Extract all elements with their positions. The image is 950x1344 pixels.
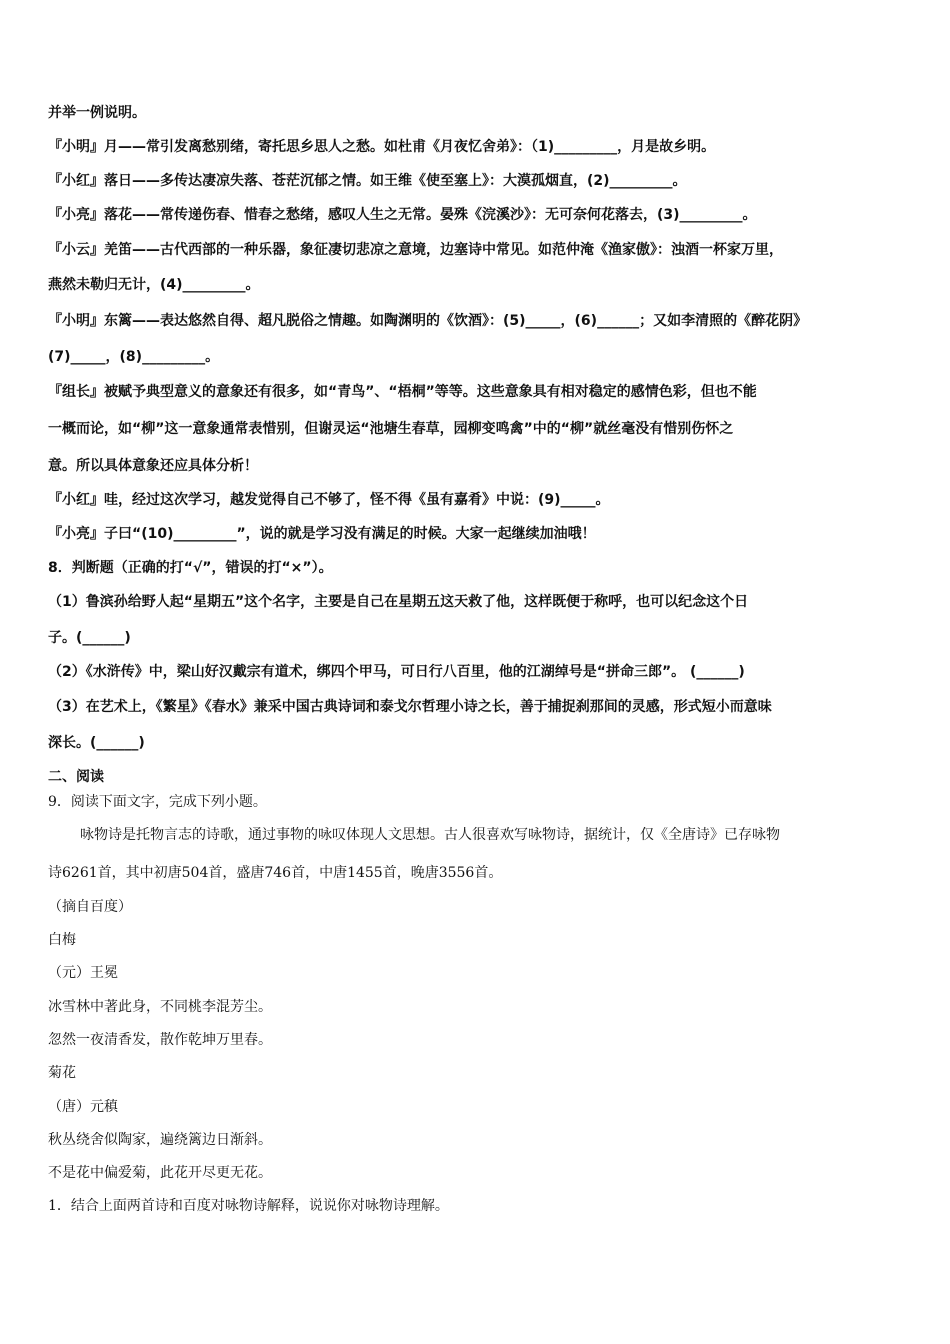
text-line: 燕然未勒归无计，(4)_________。 [48, 277, 260, 293]
poem-author: （唐）元稹 [48, 1099, 118, 1115]
text-line: 『小红』落日——多传达凄凉失落、苍茫沉郁之情。如王维《使至塞上》：大漠孤烟直，(2)_________。 [48, 173, 687, 189]
text-line: 意。所以具体意象还应具体分析！ [48, 458, 258, 474]
text-line: 『小亮』落花——常传递伤春、惜春之愁绪，感叹人生之无常。晏殊《浣溪沙》：无可奈何花落去，(3)_________。 [48, 207, 757, 223]
text-line: 『小明』月——常引发离愁别绪，寄托思乡思人之愁。如杜甫《月夜忆舍弟》：（1)_________，月是故乡明。 [48, 139, 716, 155]
text-line: 『小亮』子曰“(10)_________”，说的就是学习没有满足的时候。大家一起继续加油哦！ [48, 526, 596, 542]
poem-line: 不是花中偏爱菊，此花开尽更无花。 [48, 1165, 272, 1181]
poem-title: 白梅 [48, 932, 76, 948]
source-note: （摘自百度） [48, 899, 132, 915]
text-line: 深长。(______) [48, 735, 145, 751]
text-line: 一概而论，如“柳”这一意象通常表惜别，但谢灵运“池塘生春草，园柳变鸣禽”中的“柳”就丝毫没有惜别伤怀之 [48, 421, 734, 437]
poem-author: （元）王冕 [48, 965, 118, 981]
section-heading: 二、阅读 [48, 769, 104, 785]
text-line: 『小云』羌笛——古代西部的一种乐器，象征凄切悲凉之意境，边塞诗中常见。如范仲淹《渔家傲》：浊酒一杯家万里， [48, 242, 783, 258]
text-line: 『小红』哇，经过这次学习，越发觉得自己不够了，怪不得《虽有嘉肴》中说：(9)_____。 [48, 492, 610, 508]
text-line: （3）在艺术上，《繁星》《春水》兼采中国古典诗词和泰戈尔哲理小诗之长，善于捕捉刹那间的灵感，形式短小而意味 [48, 699, 772, 715]
poem-line: 秋丛绕舍似陶家，遍绕篱边日渐斜。 [48, 1132, 272, 1148]
text-line: 『组长』被赋予典型意义的意象还有很多，如“青鸟”、“梧桐”等等。这些意象具有相对稳定的感情色彩，但也不能 [48, 384, 757, 400]
poem-line: 冰雪林中著此身，不同桃李混芳尘。 [48, 999, 272, 1015]
text-line: （2）《水浒传》中，梁山好汉戴宗有道术，绑四个甲马，可日行八百里，他的江湖绰号是“拼命三郎”。 (______) [48, 664, 745, 680]
text-line: (7)_____，(8)_________。 [48, 349, 220, 365]
sub-question-1: 1．结合上面两首诗和百度对咏物诗解释，说说你对咏物诗理解。 [48, 1198, 449, 1214]
question-9: 9．阅读下面文字，完成下列小题。 [48, 794, 267, 810]
text-line: 『小明』东篱——表达悠然自得、超凡脱俗之情趣。如陶渊明的《饮酒》：(5)_____，(6)______；又如李清照的《醉花阴》 [48, 313, 808, 329]
text-line: （1）鲁滨孙给野人起“星期五”这个名字，主要是自己在星期五这天救了他，这样既便于称呼，也可以纪念这个日 [48, 594, 749, 610]
paragraph-line: 咏物诗是托物言志的诗歌，通过事物的咏叹体现人文思想。古人很喜欢写咏物诗，据统计，仅《全唐诗》已存咏物 [80, 827, 780, 843]
text-line: 子。(______) [48, 630, 131, 646]
text-line: 并举一例说明。 [48, 105, 146, 121]
poem-title: 菊花 [48, 1065, 76, 1081]
question-8: 8．判断题（正确的打“√”，错误的打“×”）。 [48, 560, 333, 576]
poem-line: 忽然一夜清香发，散作乾坤万里春。 [48, 1032, 272, 1048]
paragraph-line: 诗6261首，其中初唐504首，盛唐746首，中唐1455首，晚唐3556首。 [48, 865, 503, 881]
